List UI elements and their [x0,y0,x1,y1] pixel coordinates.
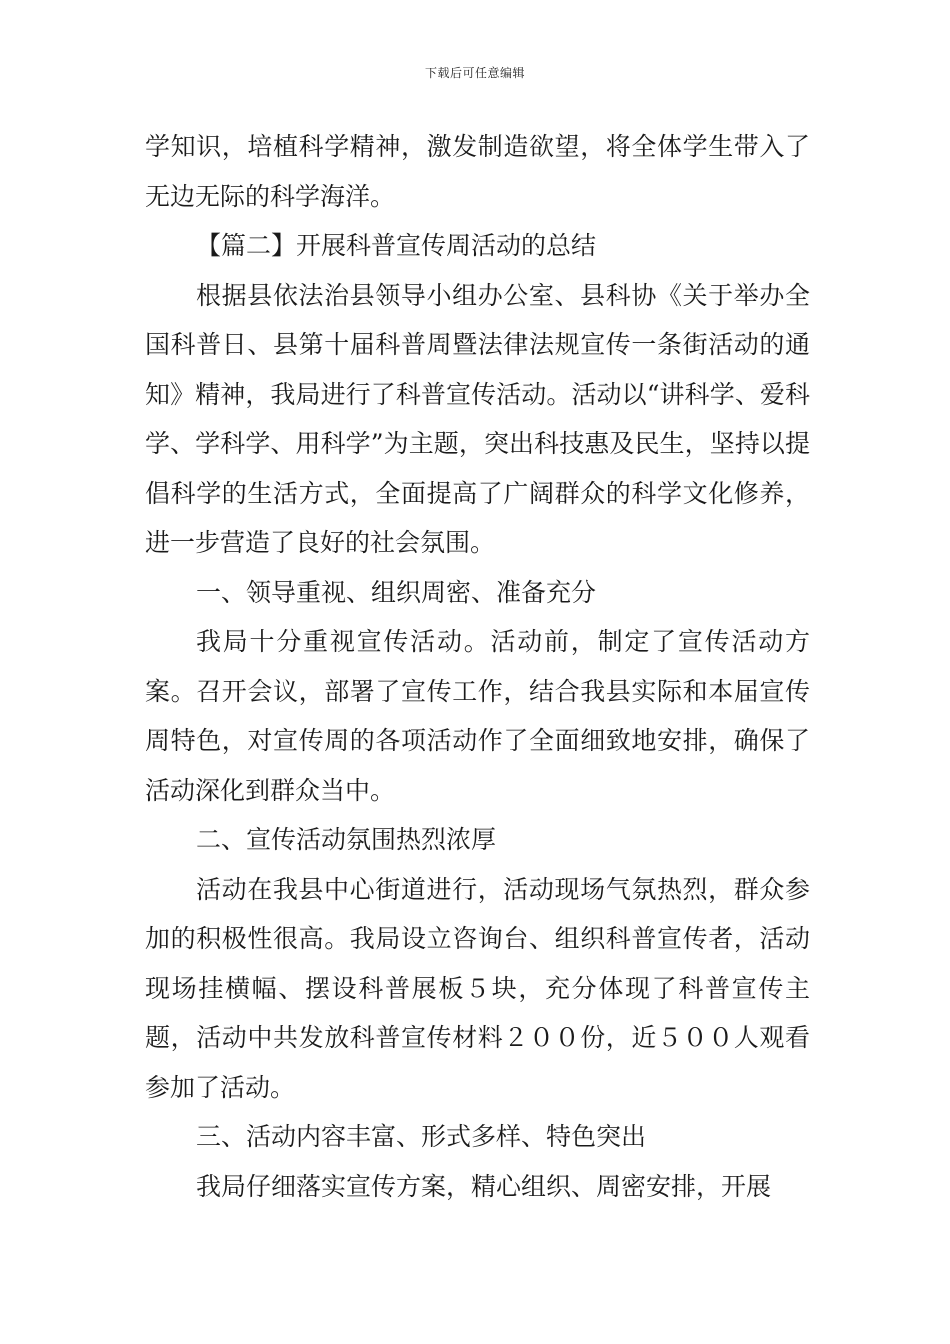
document-body [145,122,810,1211]
page-header-note: 下载后可任意编辑 [424,66,525,80]
paragraph-three: 我局仔细落实宣传方案，精心组织、周密安排，开展 [196,1171,772,1201]
heading-two: 二、宣传活动氛围热烈浓厚 [196,825,497,854]
heading-three: 三、活动内容丰富、形式多样、特色突出 [196,1122,647,1151]
paragraph-two: 活动在我县中心街道进行，活动现场气氛热烈，群众参加的积极性很高。我局设立咨询台、组织科普宣传者，活动现场挂横幅、摆设科普展板５块，充分体现了科普宣传主题，活动中共发放科普宣传材料２００份，近５００人观看参加了活动。 [145,874,810,1102]
paragraph-one: 我局十分重视宣传活动。活动前，制定了宣传活动方案。召开会议，部署了宣传工作，结合我县实际和本届宣传周特色，对宣传周的各项活动作了全面细致地安排，确保了活动深化到群众当中。 [145,627,810,805]
paragraph-intro: 根据县依法治县领导小组办公室、县科协《关于举办全国科普日、县第十届科普周暨法律法规宣传一条街活动的通知》精神，我局进行了科普宣传活动。活动以“讲科学、爱科学、学科学、用科学”为主题，突出科技惠及民生，坚持以提倡科学的生活方式，全面提高了广阔群众的科学文化修养，进一步营造了良好的社会氛围。 [145,280,810,557]
heading-one: 一、领导重视、组织周密、准备充分 [196,577,597,607]
section-title: 【篇二】开展科普宣传周活动的总结 [196,231,597,260]
paragraph-continued: 学知识，培植科学精神，激发制造欲望，将全体学生带入了无边无际的科学海洋。 [145,132,810,211]
